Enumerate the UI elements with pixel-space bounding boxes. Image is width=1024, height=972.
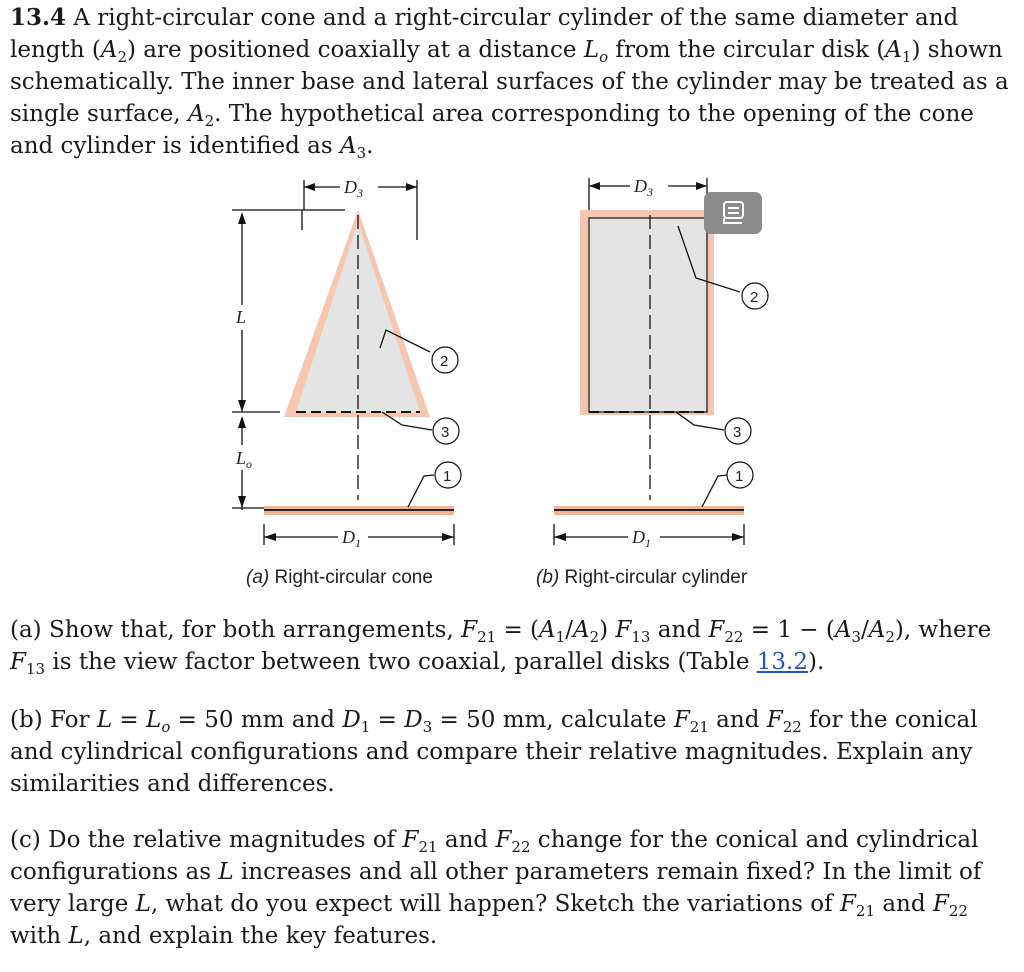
svg-text:1: 1: [735, 468, 744, 485]
svg-text:3: 3: [733, 424, 742, 441]
cylinder-d1-label: $D_1$: [632, 527, 651, 550]
cone-d3-label: $D_3$: [344, 177, 363, 200]
copy-button[interactable]: [704, 192, 762, 234]
table-13-2-link[interactable]: 13.2: [756, 649, 808, 675]
part-c: (c) Do the relative magnitudes of $F_{21}$ and $F_{22}$ change for the conical and cylindrical configurations as L increases and all other parameters remain fixed? In the limit of very large L, what do you expect will happen? Sketch the variations of $F_{21}$ and $F_{22}$ with L, and explain the key features.: [10, 827, 982, 949]
part-a: (a) Show that, for both arrangements, $F_{21} = (A_1/A_2)$ $F_{13}$ and $F_{22} = 1 - (A_3/A_2)$, where $F_{13}$ is the view factor between two coaxial, parallel disks (Table 13.2).: [10, 617, 992, 678]
cylinder-surface: [589, 218, 707, 412]
svg-text:2: 2: [750, 289, 759, 306]
part-b: (b) For $L = L_o = 50$ mm and $D_1 = D_3 = 50$ mm, calculate $F_{21}$ and $F_{22}$ for the conical and cylindrical configurations and compare their relative magnitudes. Explain any similarities and differences.: [10, 707, 978, 797]
svg-text:2: 2: [440, 353, 449, 370]
cone-d1-label: $D_1$: [342, 527, 361, 550]
problem-number: 13.4: [10, 4, 67, 31]
cone-diagram: [232, 177, 461, 588]
cylinder-diagram: [536, 176, 768, 588]
cylinder-caption: (b) Right-circular cylinder: [536, 567, 748, 588]
cone-l-label: L: [236, 307, 247, 327]
cone-lo-label: $L_o$: [236, 448, 253, 471]
svg-text:3: 3: [441, 424, 450, 441]
svg-text:1: 1: [443, 468, 452, 485]
cone-caption: (a) Right-circular cone: [246, 567, 433, 588]
cylinder-d3-label: $D_3$: [634, 176, 653, 199]
copy-icon: [704, 192, 762, 234]
problem-statement: 13.4 A right-circular cone and a right-circular cylinder of the same diameter and length $(A_2)$ are positioned coaxially at a distance $L_o$ from the circular disk $(A_1)$ shown schematically. The inner base and lateral surfaces of the cylinder may be treated as a single surface, $A_2$. The hypothetical area corresponding to the opening of the cone and cylinder is identified as $A_3$.: [10, 4, 1009, 162]
